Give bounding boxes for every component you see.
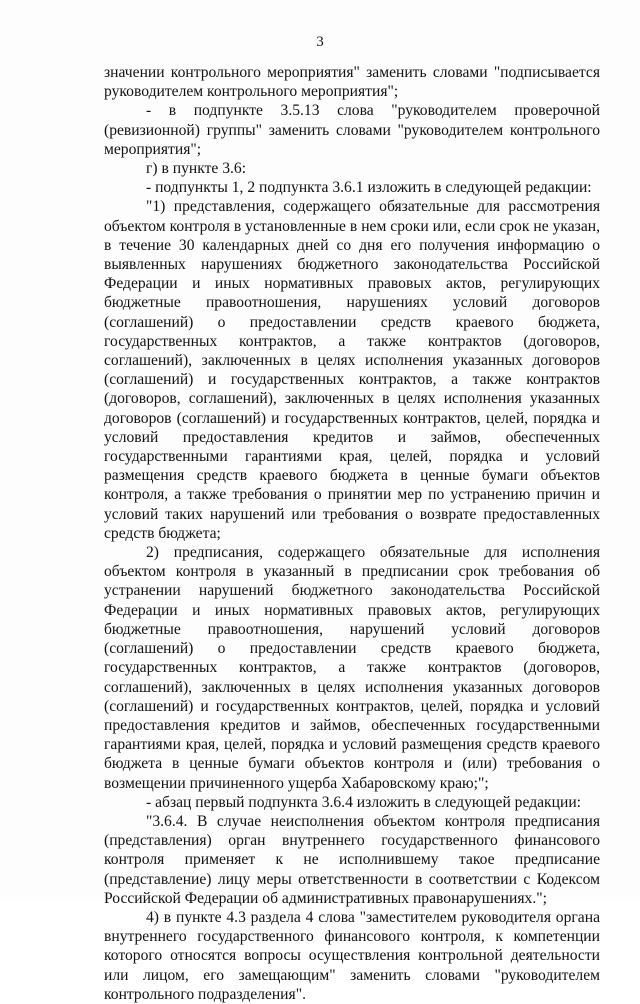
- paragraph: г) в пункте 3.6:: [146, 160, 247, 178]
- paragraph: "1) представления, содержащего обязательные для рассмотрения объектом контроля в установленные в нем сроки или, если срок не указан, в течение 30 календарных дней со дня его получения информацию о выявленных нарушениях бюджетного законодательства Российской Федерации и иных нормативных правовых актов, регулирующих бюджетные правоотношения, нарушениях условий договоров (соглашений) о предоставлении средств краевого бюджета, государственных контрактов, а также контрактов (договоров, соглашений), заключенных в целях исполнения указанных договоров (соглашений) и государственных контрактов, а также контрактов (договоров, соглашений), заключенных в целях исполнения указанных договоров (соглашений) и государственных контрактов, целей, порядка и условий предоставления кредитов и займов, обеспеченных государственными гарантиями края, целей, порядка и условий размещения средств краевого бюджета в ценные бумаги объектов контроля, а также требования о принятии мер по устранению причин и условий таких нарушений или требования о возврате предоставленных средств бюджета;: [104, 198, 600, 542]
- paragraph: - подпункты 1, 2 подпункта 3.6.1 изложить в следующей редакции:: [146, 179, 592, 197]
- paragraph: - абзац первый подпункта 3.6.4 изложить в следующей редакции:: [146, 793, 581, 811]
- document-body: [104, 63, 600, 1004]
- paragraph: - в подпункте 3.5.13 слова "руководителем проверочной (ревизионной) группы" заменить словами "руководителем контрольного мероприятия";: [104, 102, 600, 158]
- page-number: 3: [316, 34, 324, 50]
- paragraph: 4) в пункте 4.3 раздела 4 слова "заместителем руководителя органа внутреннего государственного финансового контроля, к компетенции которого относятся вопросы осуществления контрольной деятельности или лицом, его замещающим" заменить словами "руководителем контрольного подразделения".: [104, 908, 600, 1003]
- paragraph: "3.6.4. В случае неисполнения объектом контроля предписания (представления) орган внутреннего государственного финансового контроля применяет к не исполнившему такое предписание (представление) лицу меры ответственности в соответствии с Кодексом Российской Федерации об административных правонарушениях.";: [104, 812, 600, 907]
- paragraph: 2) предписания, содержащего обязательные для исполнения объектом контроля в указанный в предписании срок требования об устранении нарушений бюджетного законодательства Российской Федерации и иных нормативных правовых актов, регулирующих бюджетные правоотношения, нарушений условий договоров (соглашений) о предоставлении средств краевого бюджета, государственных контрактов, а также контрактов (договоров, соглашений), заключенных в целях исполнения указанных договоров (соглашений) и государственных контрактов, целей, порядка и условий предоставления кредитов и займов, обеспеченных государственными гарантиями края, целей, порядка и условий размещения средств краевого бюджета в ценные бумаги объектов контроля и (или) требования о возмещении причиненного ущерба Хабаровскому краю;";: [104, 544, 600, 792]
- paragraph: значении контрольного мероприятия" заменить словами "подписывается руководителем контрольного мероприятия";: [104, 64, 600, 101]
